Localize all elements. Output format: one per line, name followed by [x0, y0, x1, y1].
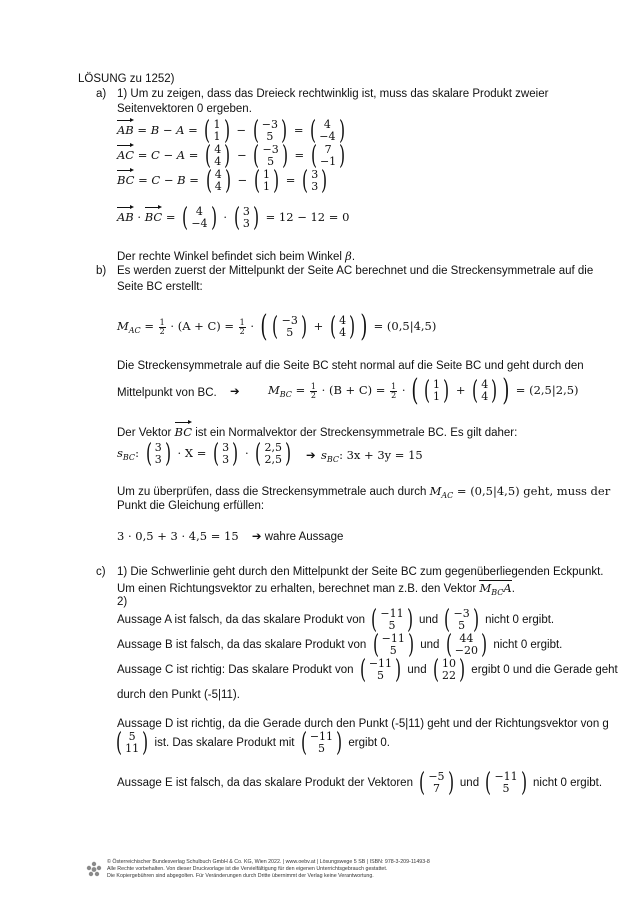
- arrow-icon-3: ➔: [251, 529, 262, 543]
- statement-d-line1: Aussage D ist richtig, da die Gerade durch den Punkt (-5|11) geht und der Richtungsvektor von g: [117, 718, 609, 730]
- part-b-line4: Mittelpunkt von BC.: [117, 387, 217, 399]
- publisher-logo-icon: [86, 861, 102, 877]
- statement-c: Aussage C ist richtig: Das skalare Produkt von ( −11 5 ) und ( 10 22 ) ergibt 0 und die Gerade geht: [117, 655, 618, 685]
- eq-ab: AB = B − A = ( 1 1 ) − ( −3 5 ) = ( 4 −4 ): [117, 116, 345, 146]
- arrow-icon: ➔: [230, 384, 240, 398]
- page-heading: LÖSUNG zu 1252): [78, 73, 175, 85]
- part-a-line2: Seitenvektoren 0 ergeben.: [117, 103, 252, 115]
- part-c-line3: 2): [117, 596, 128, 608]
- part-a-conclusion: Der rechte Winkel befindet sich beim Winkel β.: [117, 249, 356, 263]
- part-b-line5: Der Vektor BC ist ein Normalvektor der Streckensymmetrale BC. Es gilt daher:: [117, 425, 517, 440]
- part-c-label: c): [96, 566, 106, 578]
- statement-b: Aussage B ist falsch, da das skalare Produkt von ( −11 5 ) und ( 44 −20 ) nicht 0 ergibt.: [117, 630, 563, 660]
- eq-bc: BC = C − B = ( 4 4 ) − ( 1 1 ) = ( 3 3 ): [117, 166, 328, 196]
- part-c-line1: 1) Die Schwerlinie geht durch den Mittelpunkt der Seite BC zum gegenüberliegenden Eckpunkt.: [117, 566, 604, 578]
- part-c-line2: Um einen Richtungsvektor zu erhalten, berechnet man z.B. den Vektor $M_{BC}A$.: [117, 581, 515, 597]
- part-b-line3: Die Streckensymmetrale auf die Seite BC steht normal auf die Seite BC und geht durch den: [117, 360, 584, 372]
- part-b-label: b): [96, 265, 107, 277]
- footer-line1: © Österreichischer Bundesverlag Schulbuch GmbH & Co. KG, Wien 2022. | www.oebv.at | Lösungswege 5 SB | ISBN: 978-3-209-11493-8: [107, 859, 430, 865]
- eq-mac: $M_{AC}$ = $\frac{1}{2}$ · (A + C) = $\frac{1}{2}$ · ( ( −3 5 ) + ( 4 4 ) ) = (0,5|4,5): [117, 309, 437, 344]
- eq-sbc-result: $s_{BC}$: 3x + 3y = 15: [321, 448, 423, 464]
- part-b-line7: Punkt die Gleichung erfüllen:: [117, 500, 265, 512]
- check-line: 3 · 0,5 + 3 · 4,5 = 15 ➔ wahre Aussage: [117, 529, 344, 543]
- vector-bc-symbol: BC: [117, 173, 134, 187]
- eq-dot-product: AB · BC = ( 4 −4 ) · ( 3 3 ) = 12 − 12 = 0: [117, 203, 350, 233]
- vector-ab-symbol: AB: [117, 123, 134, 137]
- part-b-line1: Es werden zuerst der Mittelpunkt der Seite AC berechnet und die Streckensymmetrale auf die: [117, 265, 594, 277]
- part-b-line6: Um zu überprüfen, dass die Streckensymmetrale auch durch $M_{AC} = (0,5|4,5)$ geht, muss der: [117, 484, 611, 500]
- statement-c-line2: durch den Punkt (-5|11).: [117, 689, 240, 701]
- part-b-line2: Seite BC erstellt:: [117, 281, 203, 293]
- statement-e: Aussage E ist falsch, da das skalare Produkt der Vektoren ( −5 7 ) und ( −11 5 ) nicht 0 ergibt.: [117, 768, 603, 798]
- footer-line2: Alle Rechte vorbehalten. Von dieser Druckvorlage ist die Vervielfältigung für den eigenen Unterrichtsgebrauch gestattet.: [107, 866, 388, 872]
- part-a-line1: 1) Um zu zeigen, dass das Dreieck rechtwinklig ist, muss das skalare Produkt zweier: [117, 88, 549, 100]
- eq-ac: AC = C − A = ( 4 4 ) − ( −3 5 ) = ( 7 −1 ): [117, 141, 346, 171]
- eq-sbc: $s_{BC}$: ( 3 3 ) · X = ( 3 3 ) · ( 2,5 2,5 ): [117, 439, 292, 469]
- part-a-label: a): [96, 88, 107, 100]
- statement-a: Aussage A ist falsch, da das skalare Produkt von ( −11 5 ) und ( −3 5 ) nicht 0 ergibt.: [117, 605, 555, 635]
- footer-line3: Die Kopiergebühren sind abgegolten. Für Veränderungen durch Dritte übernimmt der Verlag keine Verantwortung.: [107, 873, 374, 879]
- statement-d-line2: ( 5 11 ) ist. Das skalare Produkt mit ( −11 5 ) ergibt 0.: [116, 728, 390, 758]
- vector-ac-symbol: AC: [117, 148, 134, 162]
- arrow-icon-2: ➔: [306, 448, 316, 462]
- eq-mbc: $M_{BC}$ = $\frac{1}{2}$ · (B + C) = $\frac{1}{2}$ · ( ( 1 1 ) + ( 4 4 ) ) = (2,5|2,5): [268, 373, 579, 408]
